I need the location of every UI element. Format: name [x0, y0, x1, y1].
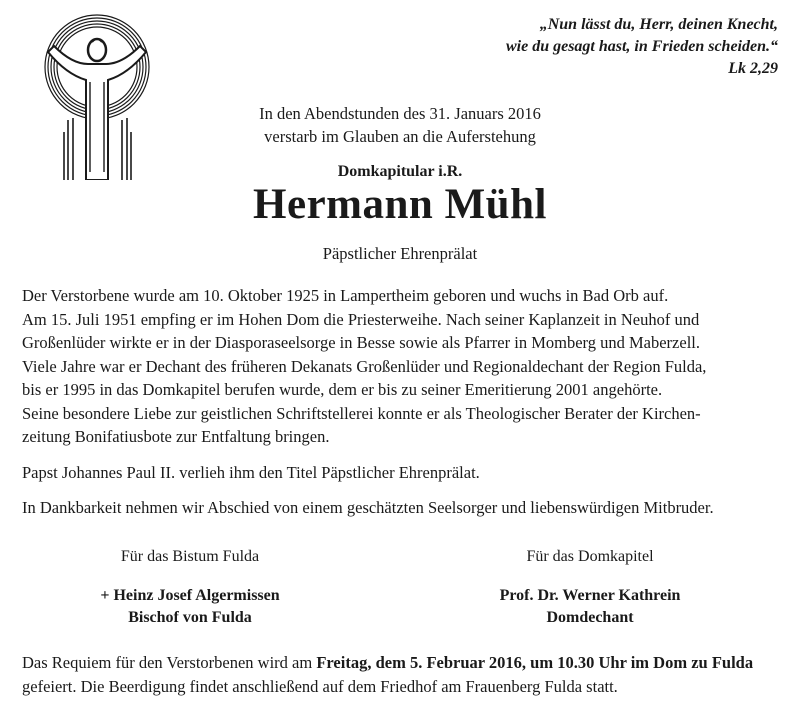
- biography-line: Seine besondere Liebe zur geistlichen Schriftstellerei konnte er als Theologischer Berater der Kirchen-: [22, 403, 701, 423]
- biography-line: zeitung Bonifatiusbote zur Entfaltung bringen.: [22, 427, 330, 446]
- signature-cathedral-chapter: [410, 546, 770, 629]
- risen-christ-icon: [40, 12, 155, 180]
- gratitude-paragraph: In Dankbarkeit nehmen wir Abschied von einem geschätzten Seelsorger und liebenswürdigen Mitbruder.: [22, 498, 714, 517]
- biography-line: Der Verstorbene wurde am 10. Oktober 1925 in Lampertheim geboren und wuchs in Bad Orb auf.: [22, 286, 669, 305]
- signature-signer: + Heinz Josef Algermissen: [100, 587, 280, 604]
- requiem-prefix: Das Requiem für den Verstorbenen wird am: [22, 653, 317, 672]
- quote-reference: Lk 2,29: [728, 60, 778, 77]
- intro-line-1: In den Abendstunden des 31. Januars 2016: [259, 104, 541, 123]
- biography-line: Großenlüder wirkte er in der Diasporaseelsorge in Besse sowie als Pfarrer in Momberg und Maberzell.: [22, 333, 700, 352]
- signature-title: Domdechant: [546, 609, 634, 626]
- signature-title: Bischof von Fulda: [128, 609, 252, 626]
- requiem-notice: [22, 651, 778, 698]
- biography-line: Viele Jahre war er Dechant des früheren Dekanats Großenlüder und Regionaldechant der Region Fulda,: [22, 356, 707, 376]
- quote-line-1: „Nun lässt du, Herr, deinen Knecht,: [539, 16, 778, 33]
- intro-line-2: verstarb im Glauben an die Auferstehung: [264, 127, 536, 146]
- biography: [22, 284, 778, 520]
- quote-line-2: wie du gesagt hast, in Frieden scheiden.“: [505, 38, 778, 55]
- scripture-quote: [506, 14, 778, 80]
- signature-for-label: Für das Domkapitel: [526, 548, 654, 565]
- papal-title-paragraph: Papst Johannes Paul II. verlieh ihm den Titel Päpstlicher Ehrenprälat.: [22, 462, 480, 482]
- biography-line: bis er 1995 in das Domkapitel berufen wurde, dem er bis zu seiner Emeritierung 2001 angehörte.: [22, 380, 663, 399]
- deceased-name: Hermann Mühl: [253, 181, 547, 228]
- death-announcement: [0, 102, 800, 148]
- deceased-rank: Domkapitular i.R.: [337, 163, 463, 180]
- biography-line: Am 15. Juli 1951 empfing er im Hohen Dom die Priesterweihe. Nach seiner Kaplanzeit in Neuhof und: [22, 309, 700, 329]
- requiem-date-time: Freitag, dem 5. Februar 2016, um 10.30 Uhr im Dom zu Fulda: [316, 653, 754, 672]
- deceased-honor: Päpstlicher Ehrenprälat: [322, 244, 478, 263]
- requiem-line-2: gefeiert. Die Beerdigung findet anschließend auf dem Friedhof am Frauenberg Fulda statt.: [22, 676, 618, 696]
- signature-signer: Prof. Dr. Werner Kathrein: [499, 587, 681, 604]
- signature-for-label: Für das Bistum Fulda: [120, 548, 260, 565]
- signature-diocese: [10, 546, 370, 629]
- requiem-line-1: [22, 651, 778, 675]
